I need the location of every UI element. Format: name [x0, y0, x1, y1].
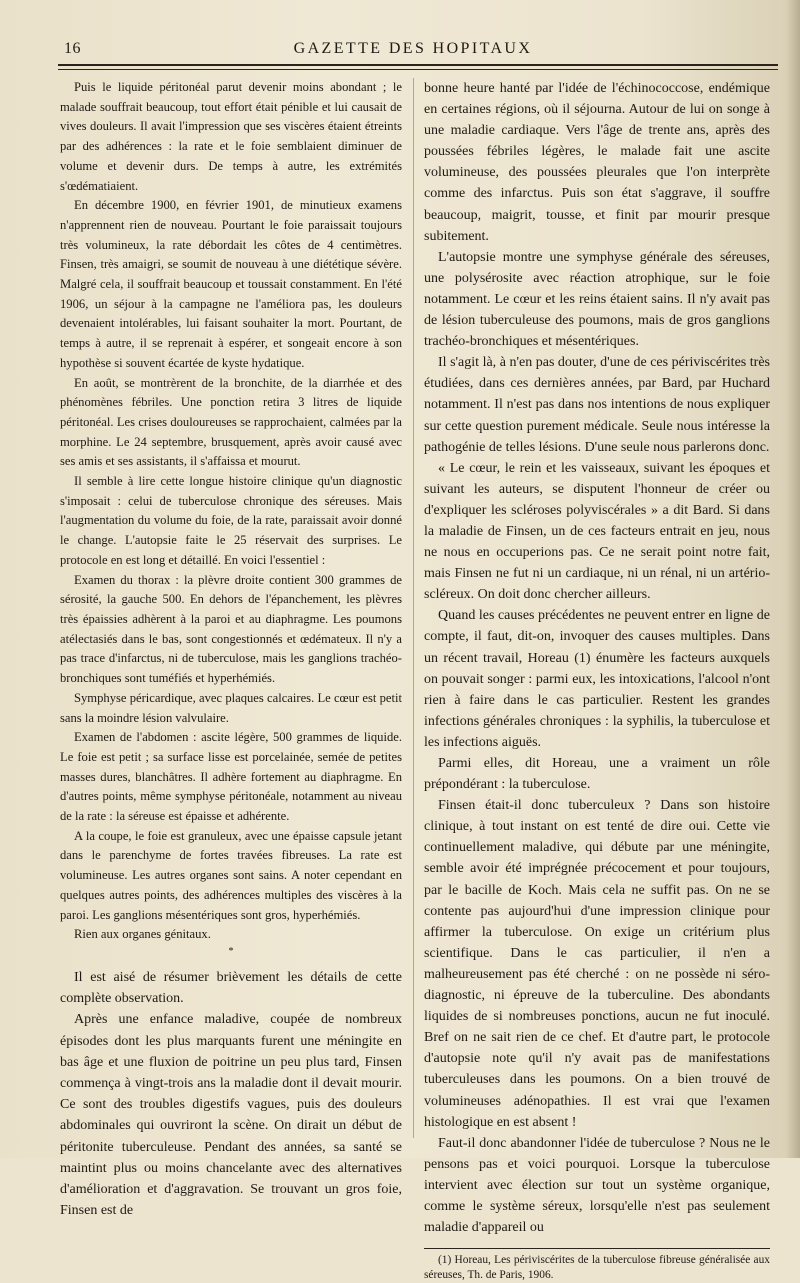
paragraph: L'autopsie montre une symphyse générale des séreuses, une polysérosite avec réaction atrophique, sur le foie notamment. Le cœur et les reins étaient sains. Il n'y avait pas de lésion tuberculeuse des poumons, mais de gros ganglions trachéo-bronchiques et mésentériques.	[424, 249, 770, 350]
paragraph: Quand les causes précédentes ne peuvent entrer en ligne de compte, il faut, dit-on, invoquer des causes multiples. Dans un récent travail, Horeau (1) énumère les facteurs auxquels on pouvait songer : parmi eux, les intoxications, l'alcool n'ont rien à faire dans le cas particulier. Restent les grandes infections générales chroniques : la syphilis, la tuberculose et les infections aiguës.	[424, 608, 770, 750]
paragraph: Faut-il donc abandonner l'idée de tuberculose ? Nous ne le pensons pas et voici pourquoi. Lorsque la tuberculose intervient avec élection sur tout un système organique, comme le système séreux, lorsqu'elle n'est pas seulement maladie d'appareil ou	[424, 1135, 770, 1236]
summary-section	[60, 967, 402, 1221]
paragraph: Puis le liquide péritonéal parut devenir moins abondant ; le malade souffrait beaucoup, tout effort était pénible et lui causait de vives douleurs. Il avait l'impression que ses viscères étaient étreints par des adhérences : la rate et le foie semblaient diminuer de volume et devenir durs. De temps à autre, les extrémités s'œdématiaient.	[60, 80, 402, 193]
left-column	[60, 78, 402, 1221]
paragraph: Finsen était-il donc tuberculeux ? Dans son histoire clinique, à tout instant on est tenté de dire oui. Cette vie continuellement maladive, qui débute par une méningite, semble avoir été imprégnée précocement et pour toujours, par le bacille de Koch. Mais cela ne suffit pas. On ne se contente pas aujourd'hui d'une impression clinique pour affirmer la tuberculose. On exige un critérium plus scientifique. Dans le cas particulier, il n'en a malheureusement pas été cherché : on ne possède ni séro-diagnostic, ni épreuve de la tuberculine. Des abondants liquides de si nombreuses ponctions, aucun ne fut inoculé. Bref on ne sait rien de ce chef. Et d'autre part, le protocole d'autopsie note qu'il n'y avait pas de manifestations tuberculeuses dans les poumons. On a bien trouvé de volumineuses adénopathies. Il est vrai que l'examen histologique en est absent !	[424, 798, 770, 1130]
header-rule-thick	[58, 64, 778, 66]
footnote-rule	[424, 1248, 770, 1249]
paragraph: Parmi elles, dit Horeau, une a vraiment un rôle prépondérant : la tuberculose.	[424, 756, 770, 793]
right-column	[424, 78, 770, 1283]
paragraph-abdomen-exam: Examen de l'abdomen : ascite légère, 500 grammes de liquide. Le foie est petit ; sa surface lisse est porcelainée, semée de petites masses dures, blanchâtres. Il adhère fortement au diaphragme. En d'autres points, même symphyse péritonéale, notamment au niveau de la rate : la séreuse est épaisse et adhérente.	[60, 730, 402, 824]
paragraph: Rien aux organes génitaux.	[74, 927, 211, 942]
footnote: (1) Horeau, Les périviscérites de la tuberculose fibreuse généralisée aux séreuses, Th. de Paris, 1906.	[424, 1254, 770, 1282]
paragraph: « Le cœur, le rein et les vaisseaux, suivant les époques et suivant les auteurs, se disputent l'honneur de créer ou d'expliquer les scléroses polyviscérales » a dit Bard. Si dans la maladie de Finsen, un de ces facteurs entrait en jeu, nous ne nous en occuperions pas. Ce ne serait point notre fait, mais Finsen ne fut ni un cardiaque, ni un rénal, ni un artério-scléreux. On doit donc chercher ailleurs.	[424, 460, 770, 603]
section-separator: *	[228, 945, 234, 957]
column-divider	[413, 78, 414, 1138]
paragraph: Il s'agit là, à n'en pas douter, d'une de ces périviscérites très étudiées, dans ces dernières années, par Bard, par Huchard notamment. Il n'est pas dans nos intentions de nous expliquer sur cette question purement médicale. Seule nous intéresse la pathogénie de telles lésions. D'une seule nous parlerons donc.	[424, 355, 770, 455]
paragraph: A la coupe, le foie est granuleux, avec une épaisse capsule jetant dans le parenchyme de fortes travées fibreuses. La rate est volumineuse. Les autres organes sont sains. A noter cependant en quelques autres points, des adhérences multiples des viscères à la paroi. Les ganglions mésentériques sont gros, hyperhémiés.	[60, 828, 402, 922]
paragraph: Il semble à lire cette longue histoire clinique qu'un diagnostic s'imposait : celui de tuberculose chronique des séreuses. Mais l'augmentation du volume du foie, de la rate, paraissait avoir donné le change. L'autopsie faite le 25 réservait des surprises. Le protocole en est long et détaillé. En voici l'essentiel :	[60, 474, 402, 567]
paragraph: bonne heure hanté par l'idée de l'échinococcose, endémique en certaines régions, où il séjourna. Autour de lui on songe à une maladie cardiaque. Vers l'âge de trente ans, après des poussées fébriles légères, le malade fait une ascite volumineuse, des poussées pleurales que l'on interprète comme des infarctus. Puis son état s'aggrave, il souffre beaucoup, maigrit, tousse, et finit par mourir presque subitement.	[424, 81, 770, 244]
page-header	[48, 40, 778, 66]
paragraph-pericardial: Symphyse péricardique, avec plaques calcaires. Le cœur est petit sans la moindre lésion valvulaire.	[60, 690, 402, 725]
journal-title: GAZETTE DES HOPITAUX	[293, 40, 533, 57]
page-number: 16	[64, 40, 81, 57]
paragraph: En décembre 1900, en février 1901, de minutieux examens n'apprennent rien de nouveau. Pourtant le foie paraissait toujours très volumineux, la rate débordait les côtes de 4 centimètres. Finsen, très amaigri, se soumit de nouveau à une diététique sévère. Malgré cela, il souffrait beaucoup et toussait constamment. En l'été 1906, un séjour à la campagne ne l'améliora pas, les douleurs devenaient intolérables, lui faisant souhaiter la mort. Pourtant, de temps à autre, il se reprenait à espérer, et songeait encore à son hypothèse si souvent écartée de kyste hydatique.	[60, 198, 402, 370]
paragraph: Après une enfance maladive, coupée de nombreux épisodes dont les plus marquants furent une méningite en bas âge et une fluxion de poitrine un peu plus tard, Finsen commença à vingt-trois ans la maladie dont il devait mourir. Ce sont des troubles digestifs vagues, puis des douleurs abdominales qui ouvriront la scène. On dirait un début de péritonite tuberculeuse. Pendant des années, sa santé se maintint plus ou moins chancelante avec des alternatives d'amélioration et d'aggravation. Se trouvant un gros foie, Finsen est de	[60, 1012, 402, 1219]
paragraph: En août, se montrèrent de la bronchite, de la diarrhée et des phénomènes fébriles. Une ponction retira 3 litres de liquide péritonéal. Les crises douloureuses se rapprochaient, calmées par la morphine. Le 24 septembre, brusquement, après avoir causé avec ses amis et ses assistants, il s'affaissa et mourut.	[60, 375, 402, 469]
paragraph: Il est aisé de résumer brièvement les détails de cette complète observation.	[60, 969, 402, 1007]
paragraph-thorax-exam: Examen du thorax : la plèvre droite contient 300 grammes de sérosité, la gauche 500. En dehors de l'épanchement, les plèvres très épaissies adhèrent à la paroi et au diaphragme. Les poumons atélectasiés dans le bas, sont congestionnés et œdémateux. Il n'y a pas trace d'infarctus, ni de tuberculose, mais les ganglions trachéo-bronchiques sont tuméfiés et hyperhémiés.	[60, 572, 402, 686]
header-rule-thin	[58, 69, 778, 70]
page-edge-shadow	[786, 0, 800, 1158]
